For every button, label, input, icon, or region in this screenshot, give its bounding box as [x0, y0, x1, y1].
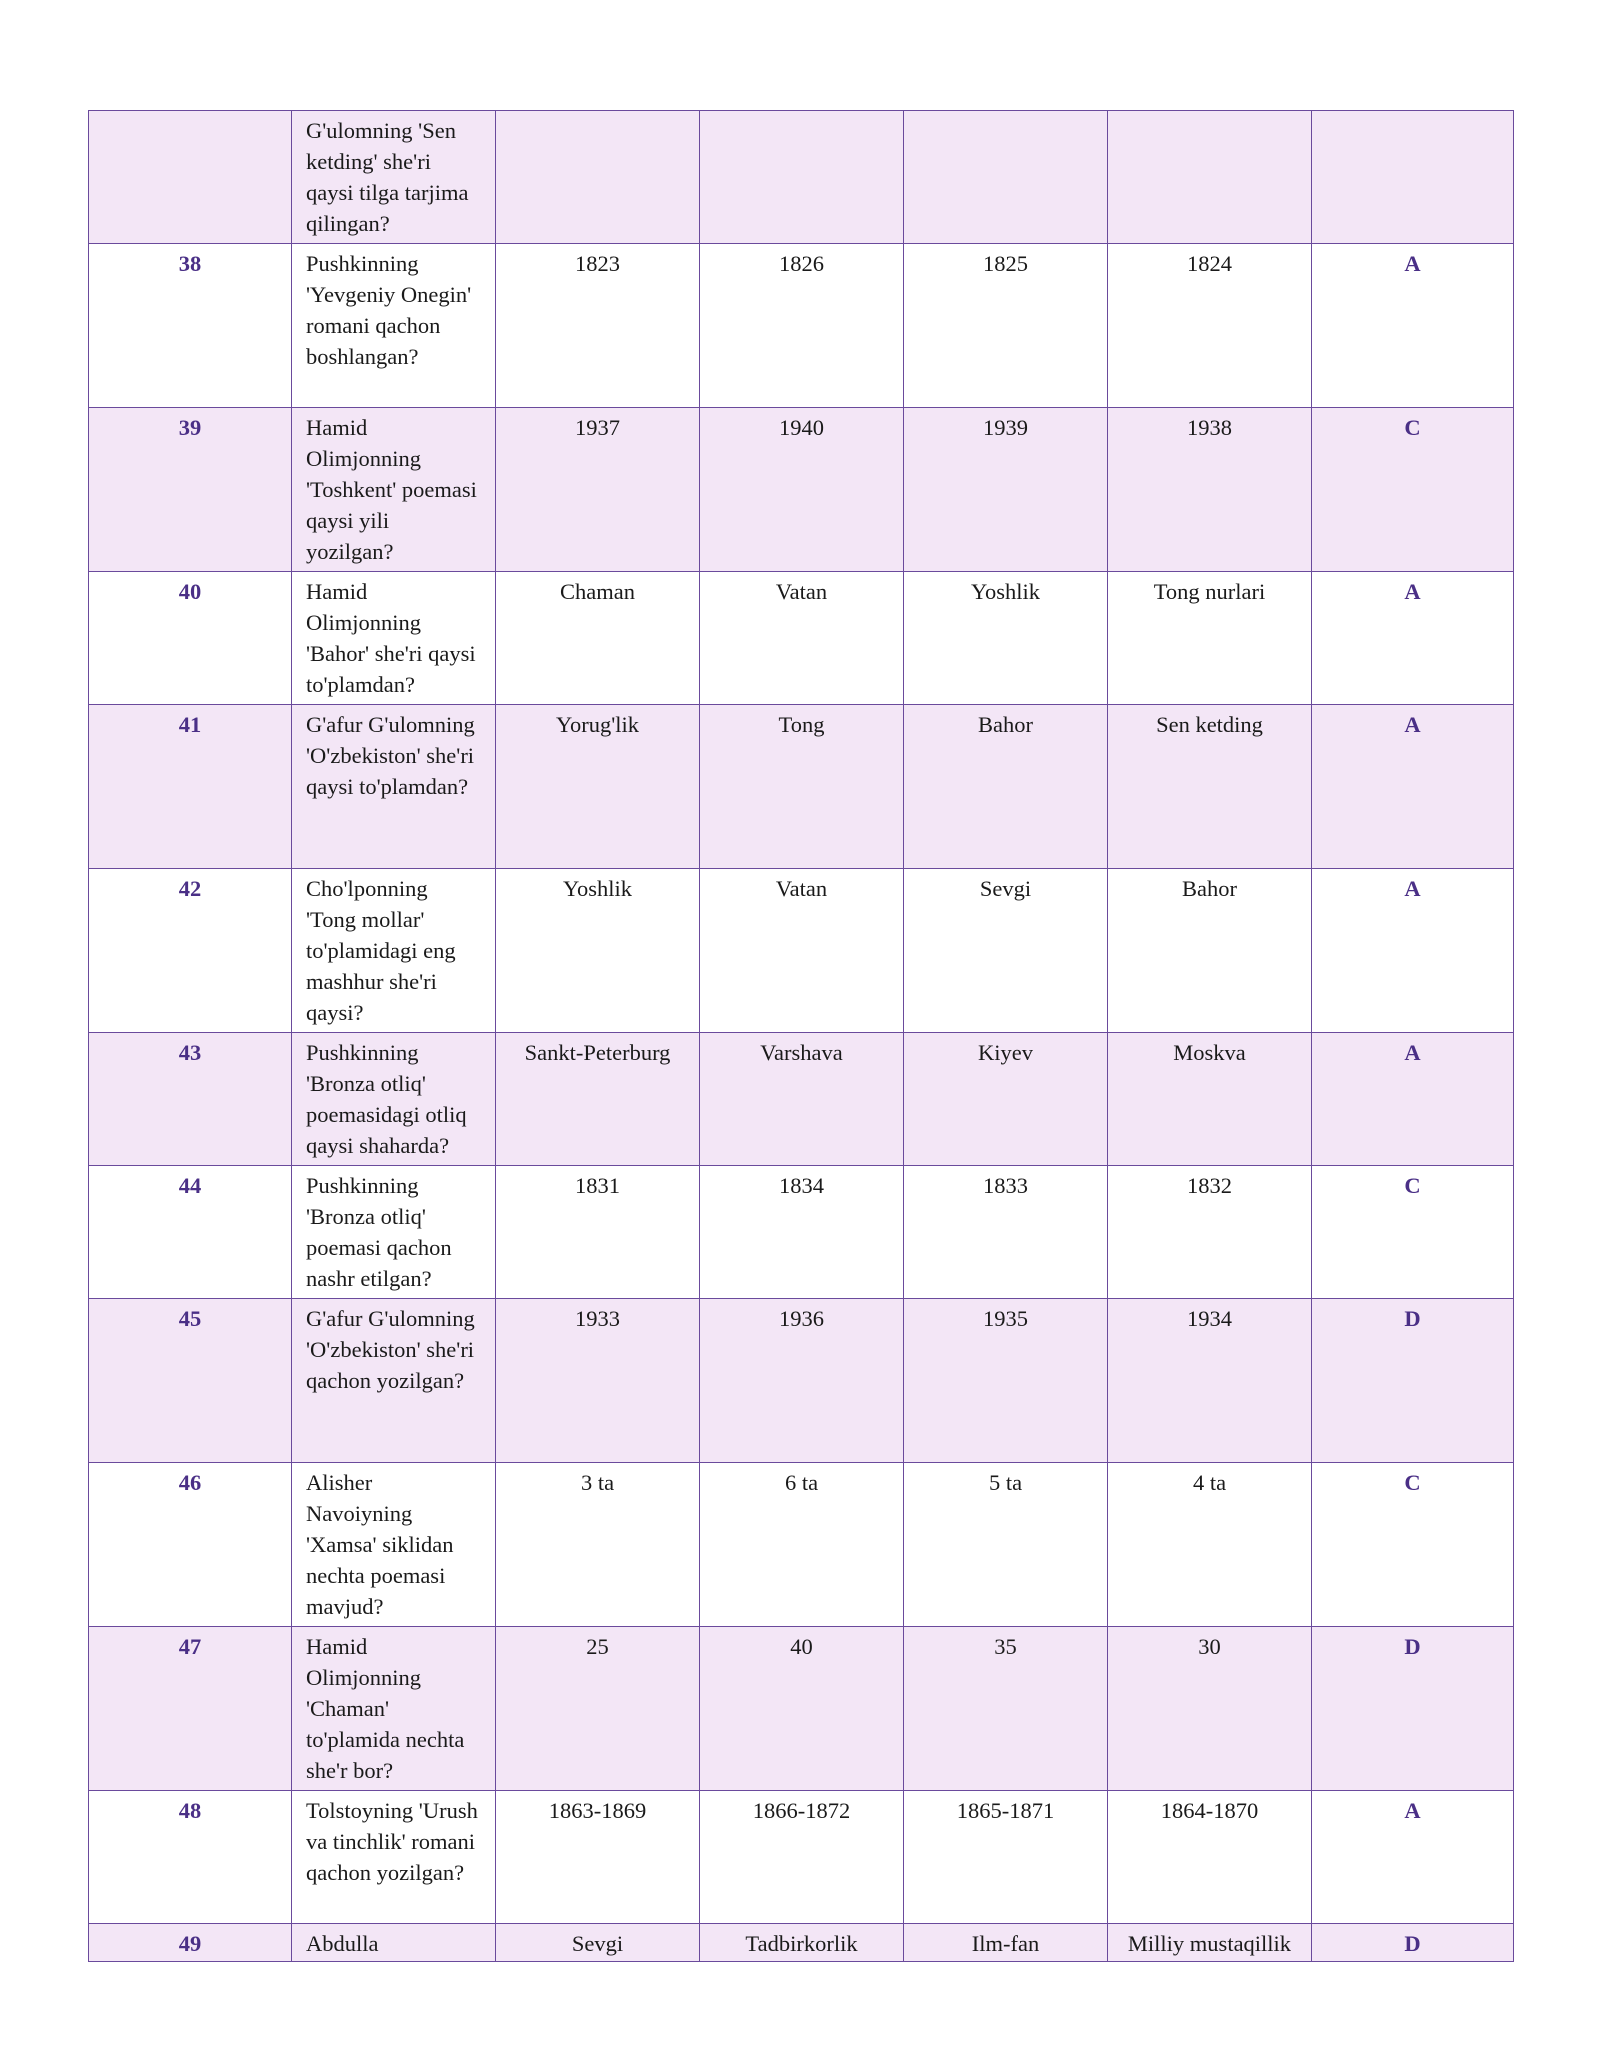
correct-answer: A	[1312, 572, 1514, 705]
question-number: 43	[89, 1033, 292, 1166]
option-c: 1833	[904, 1166, 1108, 1299]
table-row	[89, 1627, 1514, 1791]
option-c: Sevgi	[904, 869, 1108, 1033]
option-d: 1824	[1108, 244, 1312, 408]
correct-answer: C	[1312, 1463, 1514, 1627]
question-number: 40	[89, 572, 292, 705]
table-row	[89, 1924, 1514, 1962]
question-text: G'ulomning 'Sen ketding' she'ri qaysi tilga tarjima qilingan?	[292, 111, 496, 244]
correct-answer: A	[1312, 1791, 1514, 1924]
option-a: Sankt-Peterburg	[496, 1033, 700, 1166]
correct-answer: D	[1312, 1924, 1514, 1962]
option-c: 35	[904, 1627, 1108, 1791]
table-row	[89, 705, 1514, 869]
question-text: Hamid Olimjonning 'Chaman' to'plamida nechta she'r bor?	[292, 1627, 496, 1791]
question-text: Abdulla	[292, 1924, 496, 1962]
option-a: Yoshlik	[496, 869, 700, 1033]
option-a: Sevgi	[496, 1924, 700, 1962]
option-a: 25	[496, 1627, 700, 1791]
option-c: 5 ta	[904, 1463, 1108, 1627]
option-b: Vatan	[700, 869, 904, 1033]
option-d: 4 ta	[1108, 1463, 1312, 1627]
table-row	[89, 1166, 1514, 1299]
option-b: 6 ta	[700, 1463, 904, 1627]
option-b: Vatan	[700, 572, 904, 705]
question-text: G'afur G'ulomning 'O'zbekiston' she'ri qachon yozilgan?	[292, 1299, 496, 1463]
option-b: 1936	[700, 1299, 904, 1463]
question-text: G'afur G'ulomning 'O'zbekiston' she'ri qaysi to'plamdan?	[292, 705, 496, 869]
option-d	[1108, 111, 1312, 244]
question-text: Pushkinning 'Yevgeniy Onegin' romani qachon boshlangan?	[292, 244, 496, 408]
option-d: 1832	[1108, 1166, 1312, 1299]
option-c: 1825	[904, 244, 1108, 408]
option-a: Chaman	[496, 572, 700, 705]
option-b: 1826	[700, 244, 904, 408]
option-b: Tadbirkorlik	[700, 1924, 904, 1962]
option-d: 30	[1108, 1627, 1312, 1791]
option-c: Bahor	[904, 705, 1108, 869]
table-row	[89, 1033, 1514, 1166]
option-d: Milliy mustaqillik	[1108, 1924, 1312, 1962]
option-a: 1933	[496, 1299, 700, 1463]
option-d: Tong nurlari	[1108, 572, 1312, 705]
question-text: Pushkinning 'Bronza otliq' poemasi qachon nashr etilgan?	[292, 1166, 496, 1299]
correct-answer: C	[1312, 408, 1514, 572]
question-text: Cho'lponning 'Tong mollar' to'plamidagi eng mashhur she'ri qaysi?	[292, 869, 496, 1033]
option-a: 1937	[496, 408, 700, 572]
correct-answer: D	[1312, 1299, 1514, 1463]
option-b: 1866-1872	[700, 1791, 904, 1924]
option-a: 1831	[496, 1166, 700, 1299]
option-a: 1863-1869	[496, 1791, 700, 1924]
correct-answer	[1312, 111, 1514, 244]
option-b: 1940	[700, 408, 904, 572]
correct-answer: A	[1312, 869, 1514, 1033]
question-number: 46	[89, 1463, 292, 1627]
option-c: Kiyev	[904, 1033, 1108, 1166]
option-c: 1939	[904, 408, 1108, 572]
option-c: 1935	[904, 1299, 1108, 1463]
option-c: Yoshlik	[904, 572, 1108, 705]
option-b: Varshava	[700, 1033, 904, 1166]
table-row	[89, 869, 1514, 1033]
option-a	[496, 111, 700, 244]
question-number: 49	[89, 1924, 292, 1962]
question-number: 44	[89, 1166, 292, 1299]
question-number	[89, 111, 292, 244]
question-text: Tolstoyning 'Urush va tinchlik' romani qachon yozilgan?	[292, 1791, 496, 1924]
option-d: 1934	[1108, 1299, 1312, 1463]
option-c: Ilm-fan	[904, 1924, 1108, 1962]
option-d: Bahor	[1108, 869, 1312, 1033]
option-d: Sen ketding	[1108, 705, 1312, 869]
option-c: 1865-1871	[904, 1791, 1108, 1924]
question-text: Pushkinning 'Bronza otliq' poemasidagi otliq qaysi shaharda?	[292, 1033, 496, 1166]
option-b: 40	[700, 1627, 904, 1791]
table-row	[89, 1791, 1514, 1924]
table-row	[89, 244, 1514, 408]
question-text: Hamid Olimjonning 'Toshkent' poemasi qaysi yili yozilgan?	[292, 408, 496, 572]
option-a: 3 ta	[496, 1463, 700, 1627]
option-b: 1834	[700, 1166, 904, 1299]
correct-answer: A	[1312, 244, 1514, 408]
question-number: 38	[89, 244, 292, 408]
option-a: Yorug'lik	[496, 705, 700, 869]
correct-answer: C	[1312, 1166, 1514, 1299]
table-row	[89, 408, 1514, 572]
option-d: 1864-1870	[1108, 1791, 1312, 1924]
table-row	[89, 1299, 1514, 1463]
table-row	[89, 1463, 1514, 1627]
quiz-table-body	[89, 111, 1514, 1962]
question-number: 42	[89, 869, 292, 1033]
question-number: 47	[89, 1627, 292, 1791]
question-number: 45	[89, 1299, 292, 1463]
correct-answer: A	[1312, 705, 1514, 869]
quiz-table	[88, 110, 1514, 1962]
option-a: 1823	[496, 244, 700, 408]
question-number: 39	[89, 408, 292, 572]
option-d: Moskva	[1108, 1033, 1312, 1166]
table-row	[89, 572, 1514, 705]
question-number: 41	[89, 705, 292, 869]
correct-answer: D	[1312, 1627, 1514, 1791]
table-row	[89, 111, 1514, 244]
question-number: 48	[89, 1791, 292, 1924]
option-b: Tong	[700, 705, 904, 869]
option-c	[904, 111, 1108, 244]
question-text: Hamid Olimjonning 'Bahor' she'ri qaysi to'plamdan?	[292, 572, 496, 705]
correct-answer: A	[1312, 1033, 1514, 1166]
option-b	[700, 111, 904, 244]
option-d: 1938	[1108, 408, 1312, 572]
question-text: Alisher Navoiyning 'Xamsa' siklidan nechta poemasi mavjud?	[292, 1463, 496, 1627]
